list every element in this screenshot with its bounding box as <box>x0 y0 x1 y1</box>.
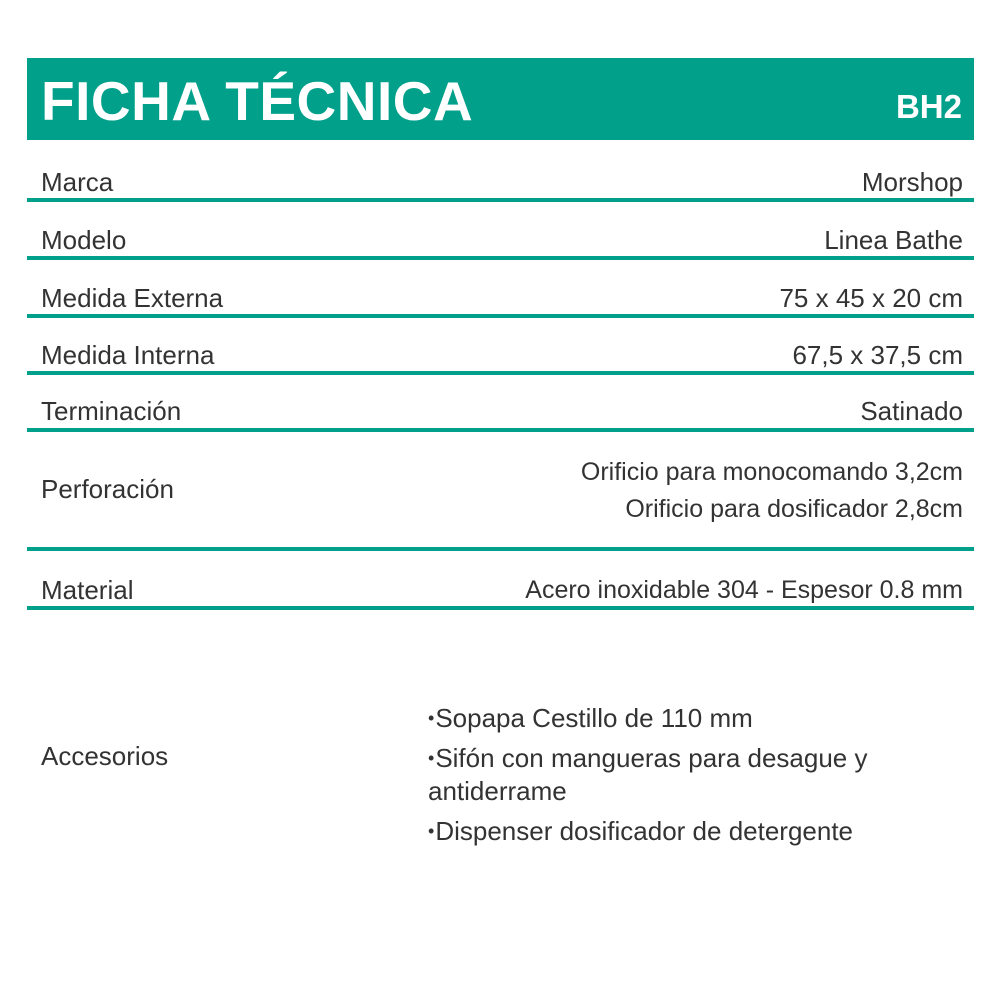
spec-label-medida-interna: Medida Interna <box>41 340 215 370</box>
spec-label-terminacion: Terminación <box>41 396 182 426</box>
spec-value-terminacion: Satinado <box>860 396 963 426</box>
spec-value-material: Acero inoxidable 304 - Espesor 0.8 mm <box>525 576 963 604</box>
accessory-text: Sifón con mangueras para desague y antiderrame <box>428 743 868 806</box>
spec-value-marca: Morshop <box>861 167 963 197</box>
bullet-icon: • <box>428 821 435 841</box>
accessory-item <box>428 702 968 735</box>
spec-label-material: Material <box>41 575 134 605</box>
header-banner <box>27 58 974 140</box>
row-divider <box>27 428 974 432</box>
spec-value-medida-externa: 75 x 45 x 20 cm <box>779 283 963 313</box>
spec-label-medida-externa: Medida Externa <box>41 283 224 313</box>
accessory-text: Dispenser dosificador de detergente <box>435 816 854 846</box>
bullet-icon: • <box>428 748 435 768</box>
perforacion-line-2: Orificio para dosificador 2,8cm <box>625 495 963 523</box>
row-divider <box>27 606 974 610</box>
row-divider <box>27 256 974 260</box>
page-title: FICHA TÉCNICA <box>41 70 474 132</box>
row-divider <box>27 547 974 551</box>
perforacion-line-1: Orificio para monocomando 3,2cm <box>580 458 963 486</box>
accessories-label: Accesorios <box>41 741 169 771</box>
spec-label-marca: Marca <box>41 167 114 197</box>
spec-value-modelo: Linea Bathe <box>824 225 963 255</box>
spec-label-perforacion: Perforación <box>41 474 174 504</box>
row-divider <box>27 198 974 202</box>
spec-value-medida-interna: 67,5 x 37,5 cm <box>792 340 963 370</box>
accessory-text: Sopapa Cestillo de 110 mm <box>435 703 753 733</box>
accessories-list <box>428 702 968 855</box>
spec-value-perforacion <box>581 454 963 528</box>
spec-label-modelo: Modelo <box>41 225 127 255</box>
accessory-item <box>428 815 968 848</box>
accessory-item <box>428 742 968 808</box>
row-divider <box>27 371 974 375</box>
product-code: BH2 <box>895 88 962 125</box>
row-divider <box>27 314 974 318</box>
bullet-icon: • <box>428 708 435 728</box>
